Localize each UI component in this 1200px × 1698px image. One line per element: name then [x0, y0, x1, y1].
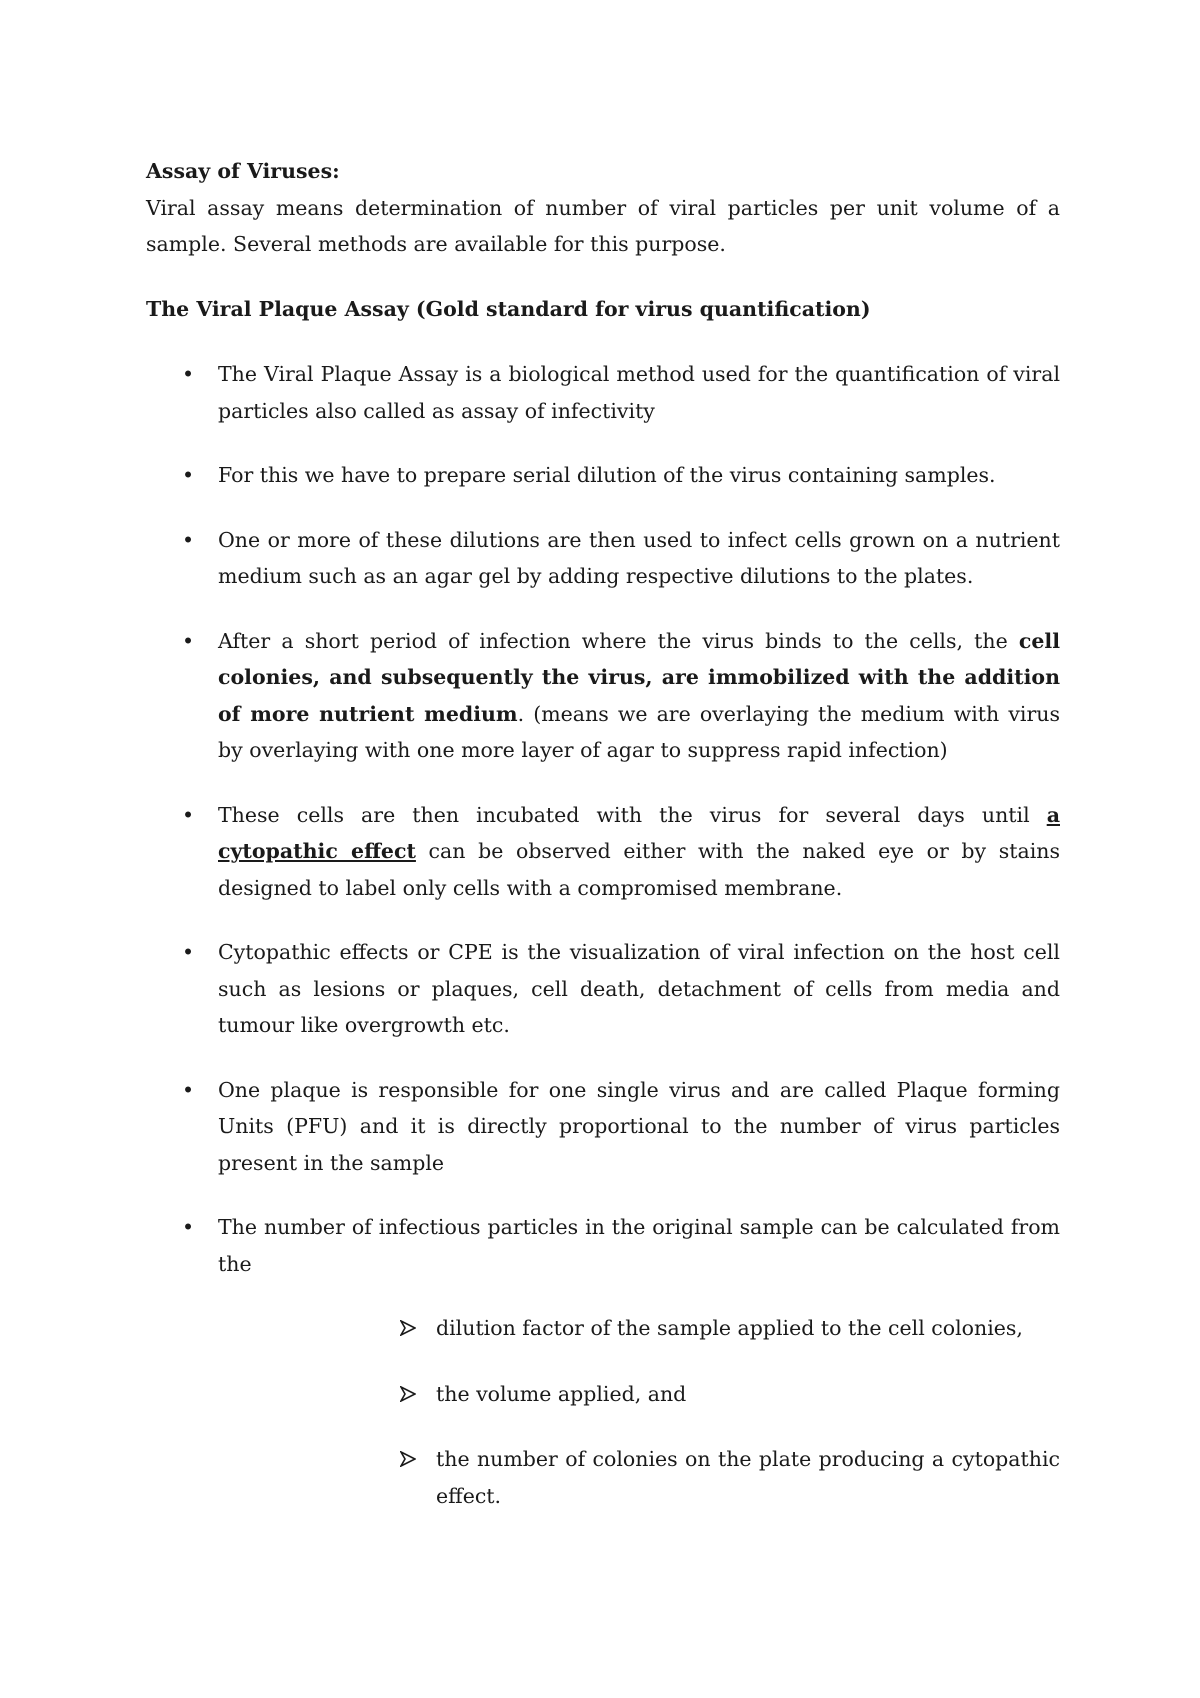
arrowhead-bullet-icon — [400, 1451, 416, 1467]
sub-list-item-text: the volume applied, and — [436, 1381, 687, 1406]
list-item-text-pre: These cells are then incubated with the virus for several days until — [218, 802, 1047, 827]
list-item-text-pre: After a short period of infection where the virus binds to the cells, the — [218, 628, 1019, 653]
list-item-text: For this we have to prepare serial dilution of the virus containing samples. — [218, 463, 996, 487]
sub-bullet-list — [218, 1310, 1060, 1514]
bullet-icon: • — [182, 802, 195, 827]
document-heading: Assay of Viruses: — [146, 159, 340, 183]
sub-list-item — [218, 1441, 1060, 1514]
bullet-icon: • — [182, 940, 195, 964]
list-item — [146, 457, 1060, 494]
list-item — [146, 934, 1060, 1044]
list-item — [146, 623, 1060, 769]
sub-list-item — [218, 1310, 1060, 1347]
list-item-text: The Viral Plaque Assay is a biological method used for the quantification of viral particles also called as assay of infectivity — [218, 362, 1060, 423]
bullet-list — [146, 356, 1060, 1514]
bullet-icon: • — [182, 362, 195, 386]
arrowhead-bullet-icon — [400, 1320, 416, 1336]
section-title: The Viral Plaque Assay (Gold standard for virus quantification) — [146, 296, 871, 321]
list-item — [146, 1072, 1060, 1182]
bullet-icon: • — [182, 463, 195, 487]
list-item — [146, 797, 1060, 907]
bullet-icon: • — [182, 1215, 195, 1239]
list-item-text: Cytopathic effects or CPE is the visualization of viral infection on the host cell such as lesions or plaques, cell death, detachment of cells from media and tumour like overgrowth etc. — [218, 940, 1060, 1037]
list-item-text-post: . (means we are overlaying the medium with virus by overlaying with one more layer of agar to suppress rapid infection) — [218, 701, 1060, 762]
list-item-text-bold: cell colonies, and subsequently the virus, are immobilized with the addition of more nutrient medium — [218, 628, 1060, 726]
list-item-text: The number of infectious particles in the original sample can be calculated from the — [218, 1215, 1060, 1276]
document-body — [146, 153, 1060, 1543]
list-item-text: One or more of these dilutions are then used to infect cells grown on a nutrient medium such as an agar gel by adding respective dilutions to the plates. — [218, 527, 1060, 588]
arrowhead-bullet-icon — [400, 1386, 416, 1402]
sub-list-item-text: dilution factor of the sample applied to the cell colonies, — [436, 1316, 1023, 1340]
sub-list-item-text: the number of colonies on the plate producing a cytopathic effect. — [436, 1447, 1060, 1508]
bullet-icon: • — [182, 628, 195, 653]
list-item-text-post: can be observed either with the naked eye or by stains designed to label only cells with a compromised membrane. — [218, 839, 1060, 900]
list-item — [146, 522, 1060, 595]
bullet-icon: • — [182, 1077, 195, 1102]
list-item — [146, 356, 1060, 429]
list-item — [146, 1209, 1060, 1514]
list-item-text-bold-underline: a cytopathic effect — [218, 802, 1060, 863]
bullet-icon: • — [182, 527, 195, 552]
list-item-text: One plaque is responsible for one single virus and are called Plaque forming Units (PFU) and it is directly proportional to the number of virus particles present in the sample — [218, 1077, 1060, 1175]
sub-list-item — [218, 1376, 1060, 1413]
intro-paragraph: Viral assay means determination of number of viral particles per unit volume of a sample. Several methods are available for this purpose. — [146, 195, 1060, 256]
